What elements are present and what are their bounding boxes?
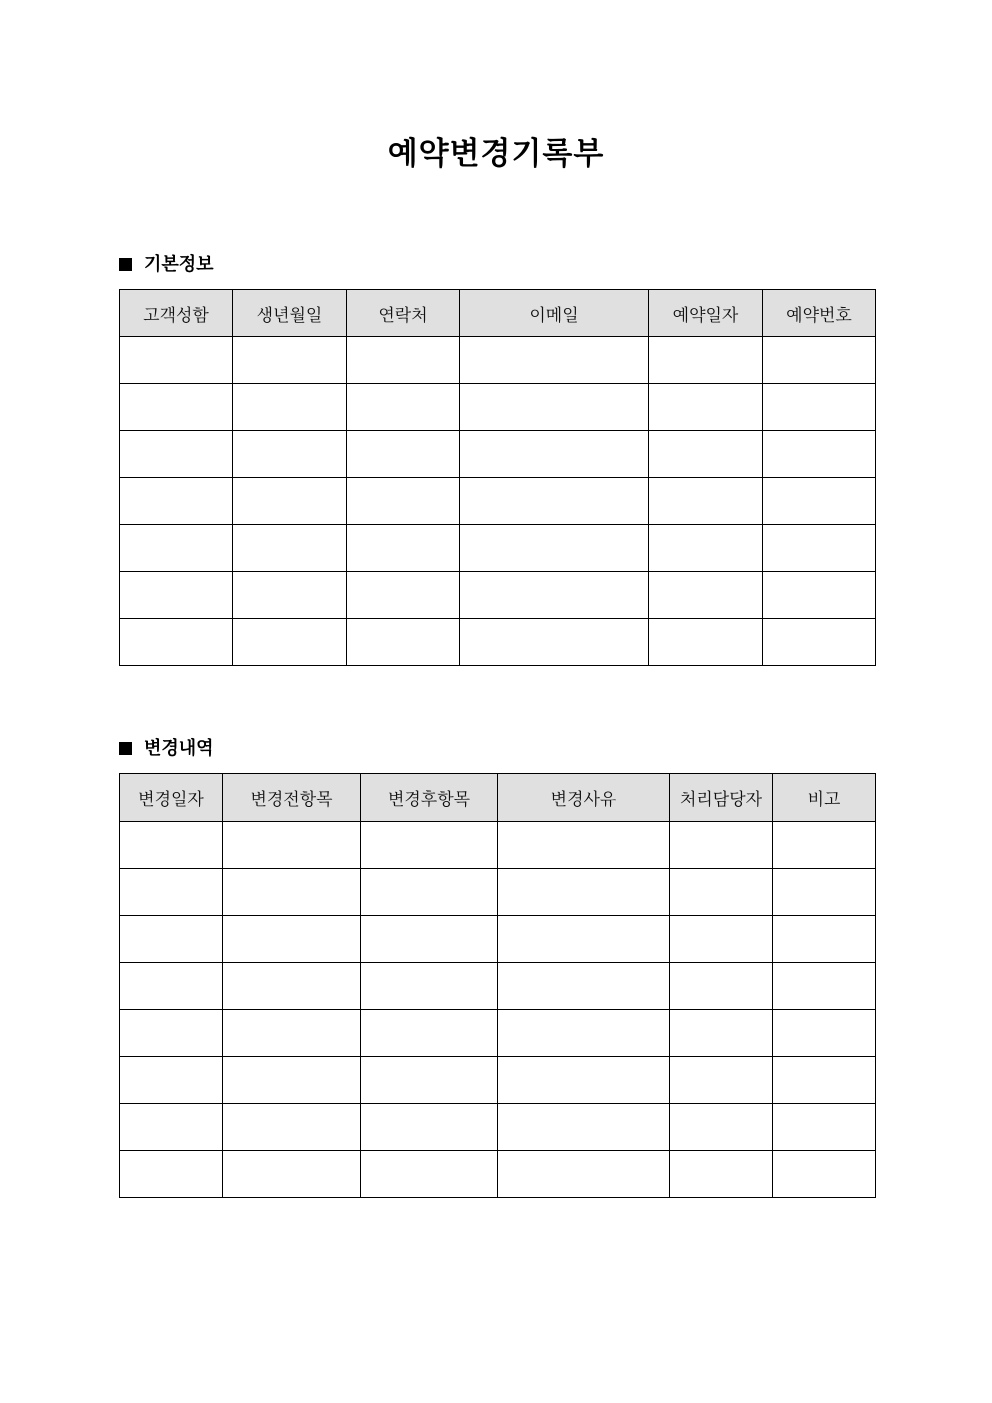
table-cell[interactable] <box>670 963 773 1010</box>
column-header-customer-name: 고객성함 <box>120 290 233 337</box>
table-cell[interactable] <box>460 384 649 431</box>
column-header-reservation-number: 예약번호 <box>763 290 876 337</box>
table-cell[interactable] <box>773 916 876 963</box>
table-cell[interactable] <box>361 1010 498 1057</box>
table-cell[interactable] <box>120 384 233 431</box>
table-cell[interactable] <box>347 478 460 525</box>
column-header-birth-date: 생년월일 <box>233 290 347 337</box>
table-row <box>120 1010 876 1057</box>
table-cell[interactable] <box>120 1057 223 1104</box>
table-cell[interactable] <box>498 1010 670 1057</box>
table-cell[interactable] <box>223 1151 361 1198</box>
table-cell[interactable] <box>347 525 460 572</box>
table-cell[interactable] <box>670 1057 773 1104</box>
table-row <box>120 619 876 666</box>
table-cell[interactable] <box>120 822 223 869</box>
table-cell[interactable] <box>498 1151 670 1198</box>
column-header-handler: 처리담당자 <box>670 774 773 822</box>
table-cell[interactable] <box>460 337 649 384</box>
table-cell[interactable] <box>649 337 763 384</box>
table-cell[interactable] <box>763 431 876 478</box>
table-cell[interactable] <box>498 1104 670 1151</box>
table-cell[interactable] <box>498 1057 670 1104</box>
table-cell[interactable] <box>460 572 649 619</box>
table-row <box>120 478 876 525</box>
table-cell[interactable] <box>361 963 498 1010</box>
table-cell[interactable] <box>233 619 347 666</box>
table-cell[interactable] <box>223 1104 361 1151</box>
table-cell[interactable] <box>773 1010 876 1057</box>
table-cell[interactable] <box>498 822 670 869</box>
page-title: 예약변경기록부 <box>387 136 605 172</box>
table-cell[interactable] <box>498 916 670 963</box>
table-row <box>120 337 876 384</box>
table-cell[interactable] <box>361 869 498 916</box>
table-cell[interactable] <box>670 822 773 869</box>
table-cell[interactable] <box>347 572 460 619</box>
table-cell[interactable] <box>233 572 347 619</box>
table-cell[interactable] <box>460 431 649 478</box>
table-cell[interactable] <box>347 384 460 431</box>
table-cell[interactable] <box>223 822 361 869</box>
table-row <box>120 572 876 619</box>
table-cell[interactable] <box>460 525 649 572</box>
table-cell[interactable] <box>361 916 498 963</box>
table-cell[interactable] <box>763 337 876 384</box>
section-heading-basic-info <box>119 253 214 277</box>
table-cell[interactable] <box>120 916 223 963</box>
table-cell[interactable] <box>773 1104 876 1151</box>
table-cell[interactable] <box>773 1151 876 1198</box>
table-cell[interactable] <box>773 963 876 1010</box>
table-row <box>120 822 876 869</box>
table-cell[interactable] <box>233 431 347 478</box>
table-row <box>120 869 876 916</box>
column-header-after-item: 변경후항목 <box>361 774 498 822</box>
table-header-row <box>120 774 876 822</box>
table-cell[interactable] <box>670 1104 773 1151</box>
table-cell[interactable] <box>361 1104 498 1151</box>
column-header-reservation-date: 예약일자 <box>649 290 763 337</box>
table-cell[interactable] <box>223 916 361 963</box>
table-cell[interactable] <box>498 869 670 916</box>
table-cell[interactable] <box>498 963 670 1010</box>
table-row <box>120 431 876 478</box>
table-cell[interactable] <box>763 619 876 666</box>
table-cell[interactable] <box>361 822 498 869</box>
change-history-table <box>119 773 876 1198</box>
column-header-remarks: 비고 <box>773 774 876 822</box>
table-cell[interactable] <box>223 1010 361 1057</box>
table-cell[interactable] <box>223 1057 361 1104</box>
table-row <box>120 1057 876 1104</box>
table-cell[interactable] <box>763 384 876 431</box>
table-cell[interactable] <box>649 478 763 525</box>
table-cell[interactable] <box>649 431 763 478</box>
table-row <box>120 1151 876 1198</box>
table-cell[interactable] <box>120 869 223 916</box>
table-row <box>120 916 876 963</box>
table-cell[interactable] <box>361 1151 498 1198</box>
table-cell[interactable] <box>460 619 649 666</box>
table-cell[interactable] <box>649 619 763 666</box>
section-heading-label: 기본정보 <box>144 254 214 275</box>
table-cell[interactable] <box>670 916 773 963</box>
table-cell[interactable] <box>233 525 347 572</box>
table-cell[interactable] <box>670 1151 773 1198</box>
table-cell[interactable] <box>773 822 876 869</box>
table-cell[interactable] <box>670 869 773 916</box>
table-row <box>120 1104 876 1151</box>
table-cell[interactable] <box>120 1010 223 1057</box>
column-header-change-reason: 변경사유 <box>498 774 670 822</box>
basic-info-table <box>119 289 876 666</box>
table-cell[interactable] <box>120 525 233 572</box>
table-cell[interactable] <box>120 572 233 619</box>
table-cell[interactable] <box>361 1057 498 1104</box>
table-cell[interactable] <box>763 478 876 525</box>
column-header-before-item: 변경전항목 <box>223 774 361 822</box>
table-cell[interactable] <box>763 572 876 619</box>
column-header-change-date: 변경일자 <box>120 774 223 822</box>
table-cell[interactable] <box>773 869 876 916</box>
table-cell[interactable] <box>649 384 763 431</box>
table-header-row <box>120 290 876 337</box>
table-cell[interactable] <box>763 525 876 572</box>
table-cell[interactable] <box>773 1057 876 1104</box>
section-heading-change-history <box>119 737 214 761</box>
table-cell[interactable] <box>120 431 233 478</box>
table-cell[interactable] <box>347 337 460 384</box>
table-cell[interactable] <box>460 478 649 525</box>
table-cell[interactable] <box>347 431 460 478</box>
table-row <box>120 384 876 431</box>
section-heading-label: 변경내역 <box>144 738 214 759</box>
table-cell[interactable] <box>649 572 763 619</box>
table-cell[interactable] <box>233 337 347 384</box>
table-cell[interactable] <box>233 384 347 431</box>
table-cell[interactable] <box>120 478 233 525</box>
table-cell[interactable] <box>347 619 460 666</box>
square-bullet-icon <box>119 742 132 755</box>
table-cell[interactable] <box>120 1104 223 1151</box>
table-cell[interactable] <box>223 963 361 1010</box>
square-bullet-icon <box>119 258 132 271</box>
column-header-email: 이메일 <box>460 290 649 337</box>
table-cell[interactable] <box>223 869 361 916</box>
table-cell[interactable] <box>670 1010 773 1057</box>
table-row <box>120 525 876 572</box>
column-header-contact: 연락처 <box>347 290 460 337</box>
table-cell[interactable] <box>120 619 233 666</box>
table-cell[interactable] <box>120 963 223 1010</box>
table-cell[interactable] <box>120 1151 223 1198</box>
table-cell[interactable] <box>649 525 763 572</box>
table-row <box>120 963 876 1010</box>
table-cell[interactable] <box>120 337 233 384</box>
table-cell[interactable] <box>233 478 347 525</box>
